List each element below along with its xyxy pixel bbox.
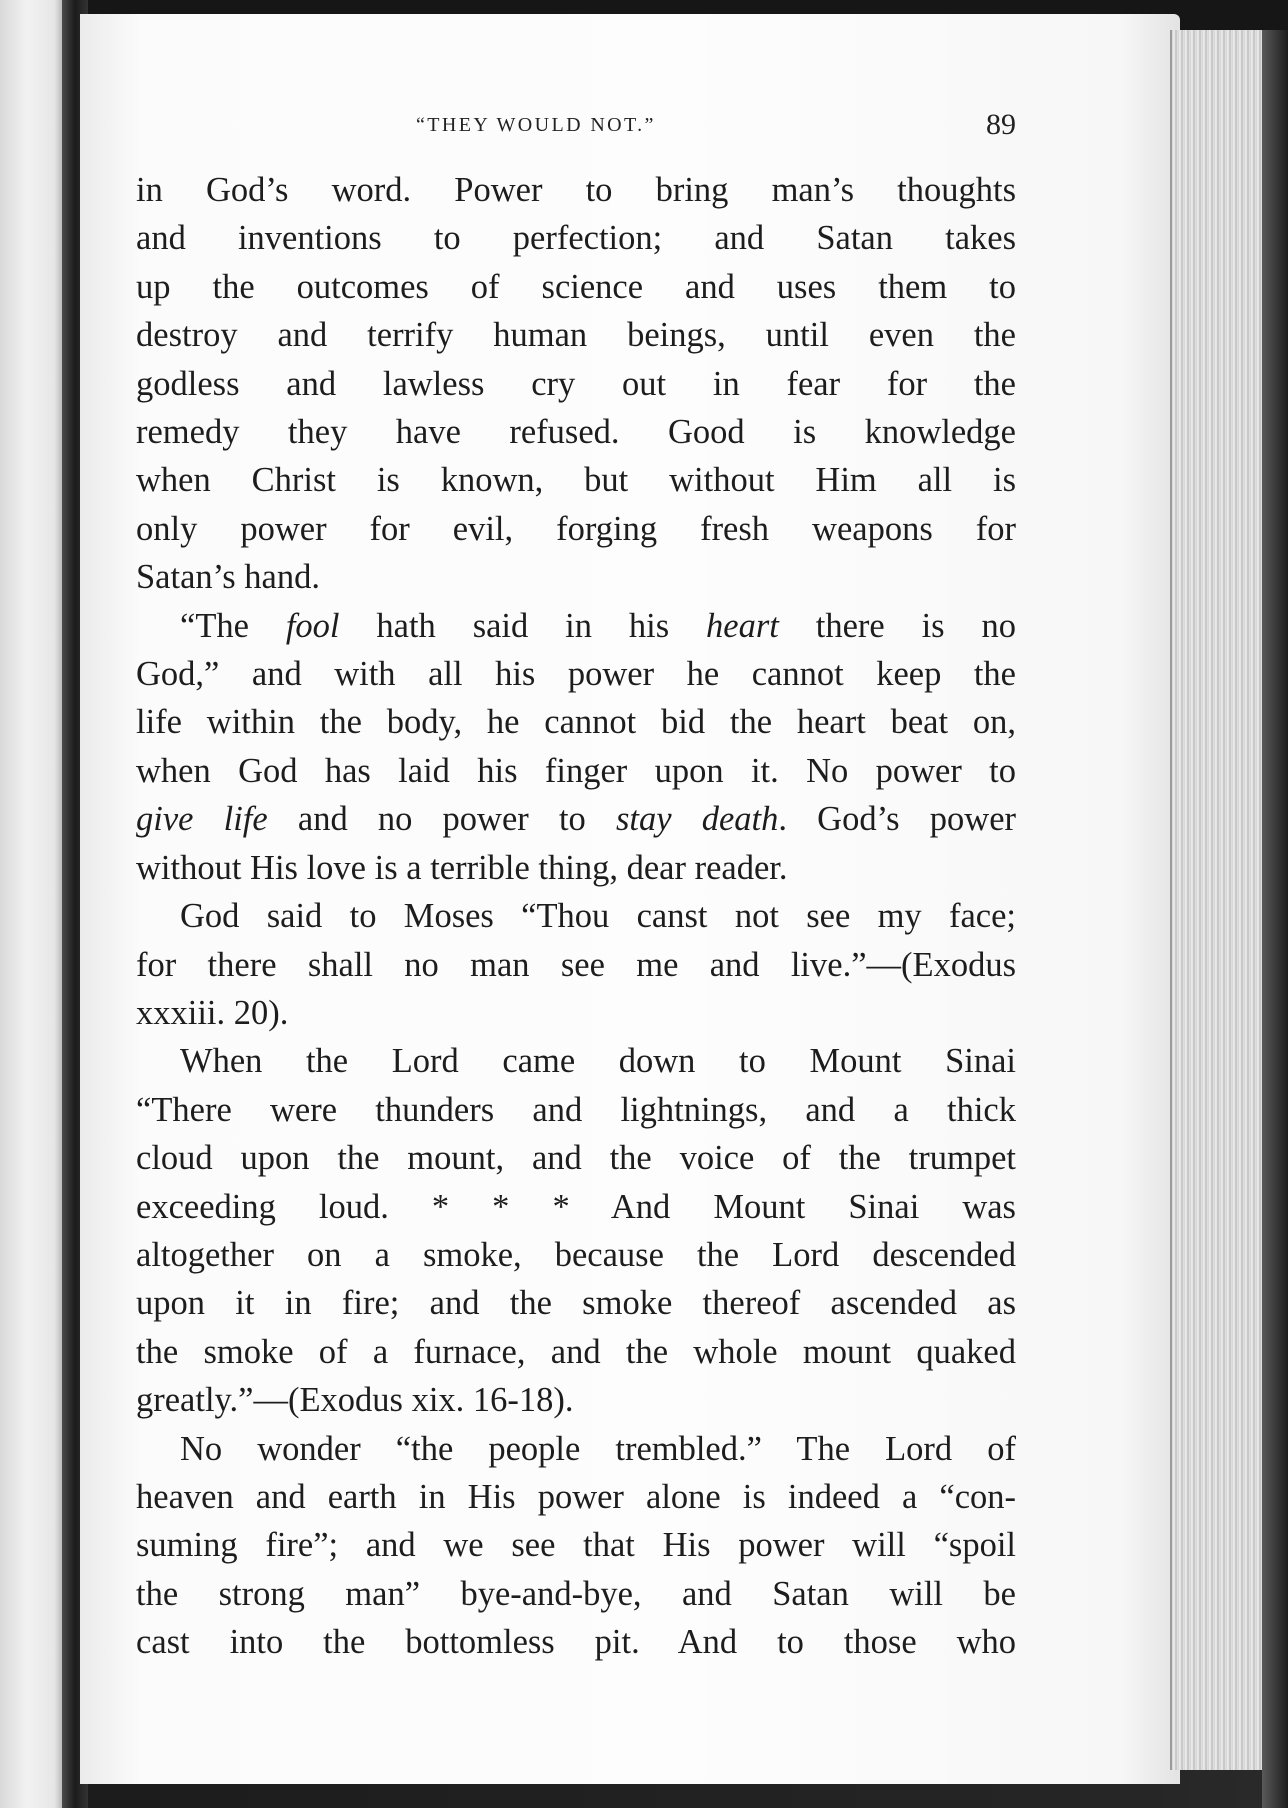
text-line: exceeding loud. * * * And Mount Sinai was bbox=[136, 1187, 1016, 1226]
page-header bbox=[400, 108, 1040, 148]
text-line: in God’s word. Power to bring man’s thoughts bbox=[136, 171, 1016, 209]
book-edge-shadow bbox=[1262, 30, 1288, 1808]
italic-text: heart bbox=[706, 606, 779, 645]
text-line: cloud upon the mount, and the voice of the trumpet bbox=[136, 1139, 1016, 1178]
text-line: the strong man” bye-and-bye, and Satan will be bbox=[136, 1574, 1016, 1613]
text-line: without His love is a terrible thing, dear reader. bbox=[136, 848, 788, 887]
text-line: the smoke of a furnace, and the whole mount quaked bbox=[136, 1332, 1016, 1371]
paragraph bbox=[136, 166, 1016, 602]
text-run: . God’s power bbox=[778, 800, 1016, 839]
italic-text: fool bbox=[285, 606, 340, 645]
text-line: God said to Moses “Thou canst not see my face; bbox=[180, 897, 1016, 936]
text-line: greatly.”—(Exodus xix. 16-18). bbox=[136, 1381, 574, 1420]
body-text bbox=[136, 166, 1016, 1667]
italic-text: stay death bbox=[615, 800, 779, 839]
text-run: and no power to bbox=[267, 800, 616, 839]
text-line: Satan’s hand. bbox=[136, 558, 320, 597]
paragraph bbox=[136, 602, 1016, 892]
text-line: heaven and earth in His power alone is indeed a “con- bbox=[136, 1477, 1016, 1516]
text-line: upon it in fire; and the smoke thereof ascended as bbox=[136, 1284, 1016, 1323]
text-line: suming fire”; and we see that His power will “spoil bbox=[136, 1526, 1016, 1565]
text-line: destroy and terrify human beings, until even the bbox=[136, 316, 1016, 355]
previous-page-edge bbox=[0, 0, 68, 1808]
running-title: “THEY WOULD NOT.” bbox=[416, 114, 656, 136]
text-run: “The bbox=[180, 606, 286, 645]
text-line: No wonder “the people trembled.” The Lord of bbox=[180, 1429, 1016, 1468]
paragraph bbox=[136, 892, 1016, 1037]
page-number: 89 bbox=[986, 108, 1016, 141]
text-line: when Christ is known, but without Him all is bbox=[136, 461, 1016, 500]
text-line: for there shall no man see me and live.”—(Exodus bbox=[136, 945, 1016, 984]
text-run: there is no bbox=[778, 606, 1016, 645]
text-line: “There were thunders and lightnings, and a thick bbox=[136, 1090, 1016, 1129]
text-line: only power for evil, forging fresh weapons for bbox=[136, 509, 1016, 548]
paragraph bbox=[136, 1425, 1016, 1667]
text-line: cast into the bottomless pit. And to those who bbox=[136, 1623, 1016, 1662]
text-line: xxxiii. 20). bbox=[136, 993, 289, 1032]
text-line: God,” and with all his power he cannot keep the bbox=[136, 655, 1016, 694]
text-line bbox=[136, 602, 1016, 650]
text-line bbox=[136, 795, 1016, 843]
page-edges bbox=[1170, 30, 1264, 1770]
paragraph bbox=[136, 1037, 1016, 1424]
text-line: life within the body, he cannot bid the heart beat on, bbox=[136, 703, 1016, 742]
text-line: remedy they have refused. Good is knowledge bbox=[136, 413, 1016, 452]
text-line: When the Lord came down to Mount Sinai bbox=[180, 1042, 1016, 1081]
text-line: up the outcomes of science and uses them to bbox=[136, 267, 1016, 306]
text-line: and inventions to perfection; and Satan takes bbox=[136, 219, 1016, 258]
text-line: godless and lawless cry out in fear for the bbox=[136, 364, 1016, 403]
text-line: altogether on a smoke, because the Lord descended bbox=[136, 1235, 1016, 1274]
italic-text: give life bbox=[136, 800, 268, 839]
text-line: when God has laid his finger upon it. No power to bbox=[136, 751, 1016, 790]
text-run: hath said in his bbox=[339, 606, 707, 645]
